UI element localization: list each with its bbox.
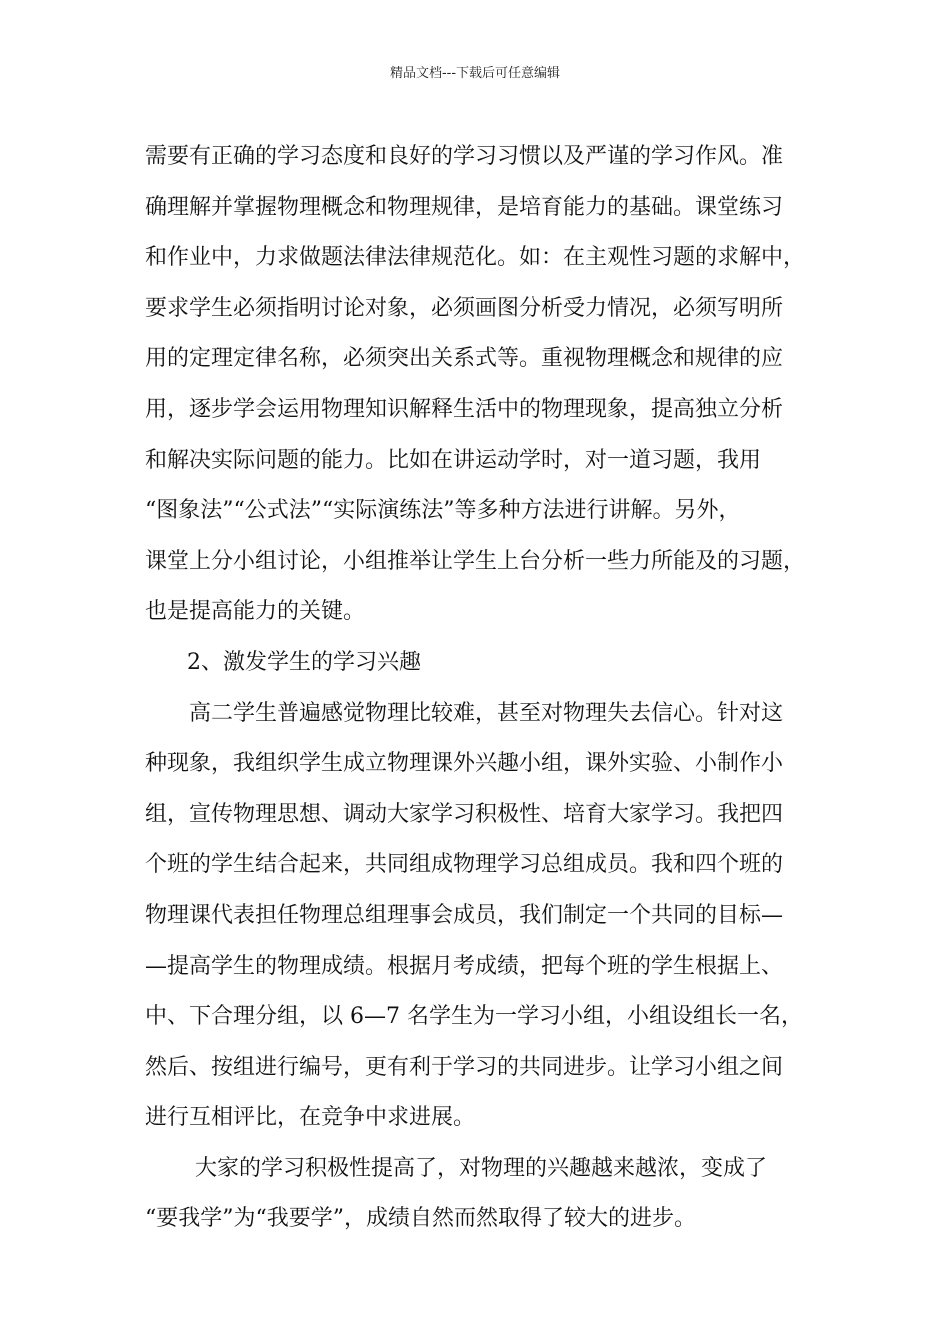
body-line: 确理解并掌握物理概念和物理规律，是培育能力的基础。课堂练习	[145, 194, 784, 220]
body-line: 进行互相评比，在竞争中求进展。	[145, 1105, 476, 1131]
body-line: 也是提高能力的关键。	[145, 599, 366, 625]
body-line: 课堂上分小组讨论，小组推举让学生上台分析一些力所能及的习题，	[145, 548, 806, 574]
body-line: 个班的学生结合起来，共同组成物理学习总组成员。我和四个班的	[145, 852, 784, 878]
body-line: 需要有正确的学习态度和良好的学习习惯以及严谨的学习作风。准	[145, 144, 784, 169]
section-heading: 2、激发学生的学习兴趣	[187, 649, 421, 675]
paragraph-first-line: 大家的学习积极性提高了，对物理的兴趣越来越浓，变成了	[195, 1155, 768, 1181]
body-line: —提高学生的物理成绩。根据月考成绩，把每个班的学生根据上、	[145, 953, 784, 979]
body-line: 和作业中，力求做题法律法律规范化。如：在主观性习题的求解中，	[145, 245, 806, 271]
body-line: 种现象，我组织学生成立物理课外兴趣小组，课外实验、小制作小	[145, 751, 784, 777]
body-line: 用的定理定律名称，必须突出关系式等。重视物理概念和规律的应	[145, 346, 784, 372]
document-body	[145, 132, 815, 1245]
body-line: “要我学”为“我要学”，成绩自然而然取得了较大的进步。	[145, 1206, 696, 1232]
body-line: 中、下合理分组，以 6—7 名学生为一学习小组，小组设组长一名，	[145, 1004, 803, 1030]
body-line: 用，逐步学会运用物理知识解释生活中的物理现象，提高独立分析	[145, 396, 784, 422]
body-line: 和解决实际问题的能力。比如在讲运动学时，对一道习题，我用	[145, 447, 762, 473]
paragraph-first-line: 高二学生普遍感觉物理比较难，甚至对物理失去信心。针对这	[189, 700, 784, 726]
page-header: 精品文档---下载后可任意编辑	[389, 66, 561, 81]
body-line: 要求学生必须指明讨论对象，必须画图分析受力情况，必须写明所	[145, 295, 784, 321]
body-line: 组，宣传物理思想、调动大家学习积极性、培育大家学习。我把四	[145, 801, 784, 827]
body-line: 然后、按组进行编号，更有利于学习的共同进步。让学习小组之间	[145, 1054, 784, 1080]
body-line: 物理课代表担任物理总组理事会成员，我们制定一个共同的目标—	[145, 902, 784, 928]
body-line: “图象法”“公式法”“实际演练法”等多种方法进行讲解。另外，	[145, 498, 741, 524]
